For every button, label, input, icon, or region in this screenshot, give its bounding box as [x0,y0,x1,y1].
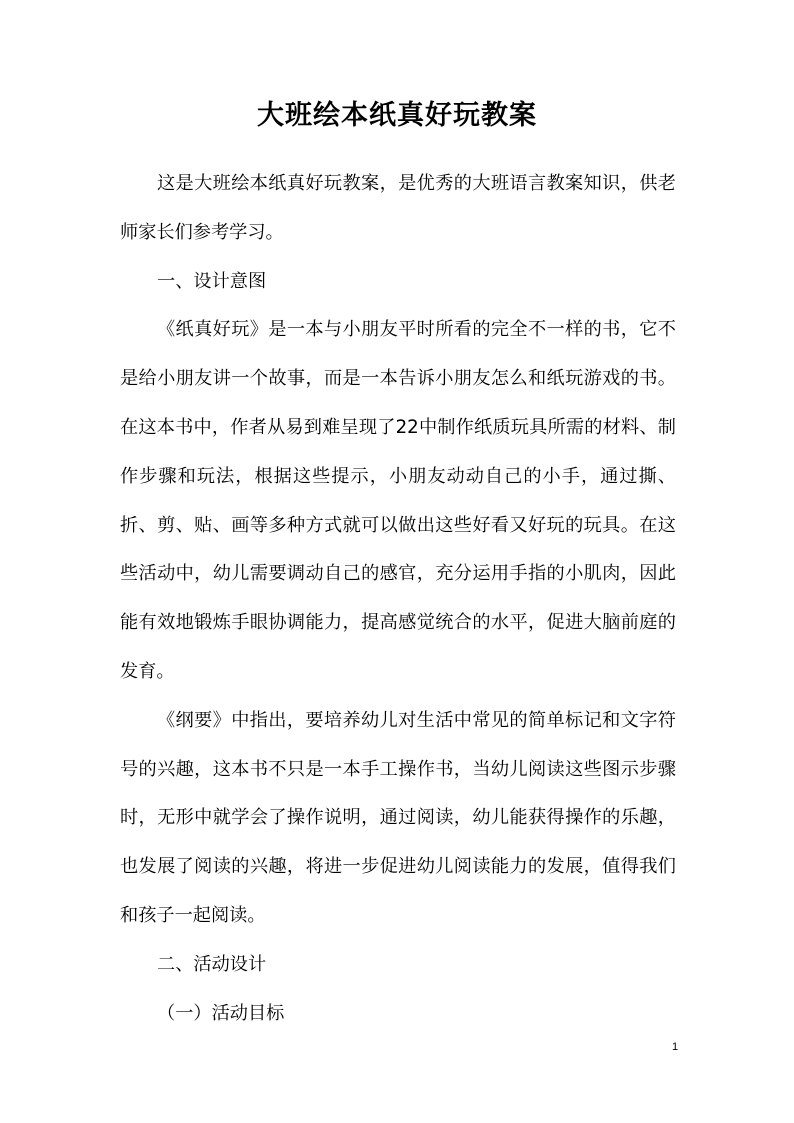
design-intent-paragraph-1: 《纸真好玩》是一本与小朋友平时所看的完全不一样的书，它不是给小朋友讲一个故事，而是一本告诉小朋友怎么和纸玩游戏的书。在这本书中，作者从易到难呈现了22中制作纸质玩具所需的材料、制作步骤和玩法，根据这些提示，小朋友动动自己的小手，通过撕、折、剪、贴、画等多种方式就可以做出这些好看又好玩的玩具。在这些活动中，幼儿需要调动自己的感官，充分运用手指的小肌肉，因此能有效地锻炼手眼协调能力，提高感觉统合的水平，促进大脑前庭的发育。 [120,319,676,682]
subsection-heading-activity-goals: （一）活动目标 [157,1002,285,1024]
intro-paragraph: 这是大班绘本纸真好玩教案，是优秀的大班语言教案知识，供老师家长们参考学习。 [120,173,676,243]
section-heading-design-intent: 一、设计意图 [157,270,267,292]
document-body [120,160,676,1038]
section-heading-activity-design: 二、活动设计 [157,953,267,975]
document-title: 大班绘本纸真好玩教案 [257,100,537,131]
design-intent-paragraph-2: 《纲要》中指出，要培养幼儿对生活中常见的简单标记和文字符号的兴趣，这本书不只是一本手工操作书，当幼儿阅读这些图示步骤时，无形中就学会了操作说明，通过阅读，幼儿能获得操作的乐趣，也发展了阅读的兴趣，将进一步促进幼儿阅读能力的发展，值得我们和孩子一起阅读。 [120,709,676,926]
page-number: 1 [671,1041,679,1053]
